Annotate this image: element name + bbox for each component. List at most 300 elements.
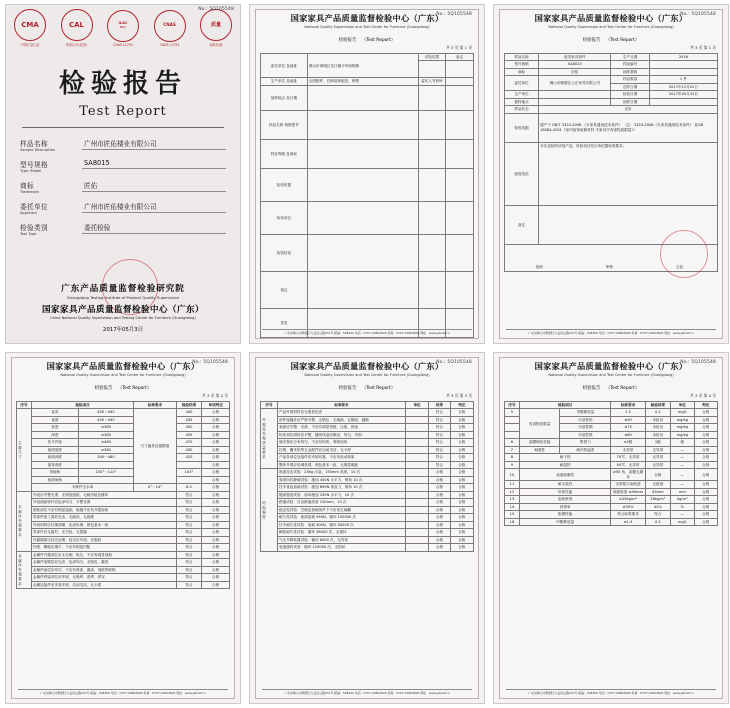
group-label: 木制件外观要求 bbox=[17, 491, 32, 551]
cell-verdict: 合格 bbox=[694, 461, 717, 468]
value-serial-no bbox=[649, 61, 717, 68]
cell-unit bbox=[405, 529, 428, 536]
table-row bbox=[17, 446, 230, 453]
report-title bbox=[260, 33, 474, 44]
cell-item: 宽度 bbox=[31, 424, 78, 431]
cell-remark bbox=[446, 201, 474, 234]
cell-requirement: ≥380 bbox=[78, 431, 133, 438]
label-serial-no: 样品编号 bbox=[611, 61, 649, 68]
table-row bbox=[505, 106, 718, 113]
col-result: 检验结果 bbox=[645, 402, 671, 409]
cell-requirement: 金属件外露部位应无毛刺、锐边，不应有明显划痕 bbox=[31, 551, 176, 558]
table-row bbox=[17, 461, 230, 468]
field-test-type bbox=[20, 222, 226, 236]
cell-item: 表面耐磨性 bbox=[519, 469, 611, 481]
cell-result: 符合 bbox=[176, 559, 202, 566]
field-value: 匠佑 bbox=[82, 180, 226, 192]
table-row bbox=[505, 461, 718, 468]
value-manufactured-date: 2016 bbox=[649, 54, 717, 61]
center-name-cn: 国家家具产品质量监督检验中心（广东） bbox=[41, 305, 204, 315]
cell-result: 合格 bbox=[429, 544, 450, 551]
cell-verdict: 合格 bbox=[694, 416, 717, 423]
col-unit: 单位 bbox=[671, 402, 694, 409]
row-label: 样品名称 规格型号 bbox=[261, 110, 308, 139]
cell-requirement: 1.5 bbox=[611, 409, 645, 416]
cell-result bbox=[418, 61, 446, 78]
cell-subitem: 附着力 bbox=[560, 439, 611, 446]
row-value bbox=[307, 139, 418, 168]
cell-result bbox=[418, 168, 446, 201]
label-remark: 备注 bbox=[505, 205, 539, 244]
row-value: 全国配件、任职装和配送、销售 bbox=[307, 78, 418, 85]
cell-unit: mm bbox=[671, 488, 694, 495]
cell-unit: 级 bbox=[671, 439, 694, 446]
cell-result bbox=[418, 234, 446, 271]
cell-requirement bbox=[78, 476, 133, 483]
table-row bbox=[261, 446, 474, 453]
cell-result: 450 bbox=[176, 424, 202, 431]
cell-index: 6 bbox=[505, 439, 520, 446]
cell-verdict: 合格 bbox=[450, 514, 473, 521]
cell-result: 470 bbox=[176, 439, 202, 446]
col-requirement: 标准要求 bbox=[611, 402, 645, 409]
cell-result: 合格 bbox=[429, 476, 450, 483]
field-label-cn: 委托单位 bbox=[20, 203, 48, 211]
cell-requirement: 产品外观材料应无明显色差 bbox=[278, 409, 406, 416]
cell-requirement: 外表用料应纹理清晰、色泽协调、颜色基本一致 bbox=[31, 521, 176, 528]
value-sample-quantity: 1 件 bbox=[649, 76, 717, 83]
table-row bbox=[261, 416, 474, 423]
cell-requirement: 气压升降装置试验：循环 6000 次，无异常 bbox=[278, 536, 406, 543]
field-value: 广州市匠佑楼业有限公司 bbox=[82, 138, 226, 150]
cell-requirement: 拉链、魔术贴等五金配件应启闭灵活、无卡滞 bbox=[278, 446, 406, 453]
cell-result: 420 bbox=[176, 454, 202, 461]
cell-requirement: 400～440 bbox=[78, 409, 133, 416]
cell-requirement: ≥35% bbox=[611, 503, 645, 510]
cell-verdict: 合格 bbox=[694, 503, 717, 510]
center-title-en: National Quality Supervision and Test Center for Furniture (Guangdong) bbox=[60, 373, 186, 377]
label-receiving-date: 送样日期 bbox=[611, 83, 649, 90]
quality-logo-mark: 质量 bbox=[200, 9, 232, 41]
cell-unit: mg/L bbox=[671, 518, 694, 525]
cell-verdict: 合格 bbox=[202, 431, 230, 438]
cell-requirement: 座面厚度 ≥40mm bbox=[612, 489, 644, 494]
value-sample-state: 完好 bbox=[539, 106, 718, 113]
cell-result bbox=[418, 110, 446, 139]
report-title bbox=[504, 33, 718, 44]
cell-requirement: ≥50 转，漆膜无磨穿 bbox=[612, 470, 644, 479]
table-row bbox=[261, 271, 474, 308]
cell-verdict: 合格 bbox=[202, 484, 230, 491]
report-title-en: （Test Report） bbox=[117, 386, 152, 391]
cell-result: 合格 bbox=[429, 536, 450, 543]
cell-unit bbox=[405, 416, 428, 423]
table-row bbox=[17, 521, 230, 528]
center-title-cn: 国家家具产品质量监督检验中心（广东） bbox=[46, 361, 200, 371]
cell-unit: mg/kg bbox=[671, 416, 694, 423]
cell-subitem: 可溶性镉 bbox=[560, 424, 611, 431]
cell-result: 符合 bbox=[176, 574, 202, 581]
table-row bbox=[261, 499, 474, 506]
cell-requirement: 外表应平整光滑，无明显刨痕、毛刺沟痕及锤印 bbox=[31, 491, 176, 498]
cell-remark bbox=[446, 110, 474, 139]
table-row bbox=[505, 68, 718, 75]
cell-index: 11 bbox=[505, 481, 520, 488]
table-row bbox=[505, 76, 718, 83]
table-row bbox=[17, 409, 230, 416]
page-footer bbox=[18, 689, 228, 695]
cell-requirement: 靠背向后静载试验：施加 450N 水平力，保持 10 次 bbox=[278, 476, 406, 483]
cell-verdict: 合格 bbox=[450, 446, 473, 453]
cell-verdict: 合格 bbox=[694, 481, 717, 488]
cell-item: 甲醛释放量 bbox=[519, 518, 611, 525]
cell-verdict: 合格 bbox=[202, 461, 230, 468]
tested-by-label: 主检： bbox=[675, 265, 687, 270]
report-title bbox=[260, 381, 474, 392]
cell-remark bbox=[446, 139, 474, 168]
table-row bbox=[505, 496, 718, 503]
ilac-mra-logo bbox=[107, 10, 139, 47]
cell-requirement: 稳定性试验：空载及加载条件下不应发生倾翻 bbox=[278, 506, 406, 513]
value-criteria: 德产于 GB/T 3324-2008 《木家具通用技术条件》 （注：3324-2008《木家具通用技术条件》 及GB 18584-2001《室内装饰装修材料 木家具中有害物质限量》） bbox=[539, 113, 718, 142]
cell-verdict: 合格 bbox=[202, 581, 230, 588]
cell-result: 符合 bbox=[429, 416, 450, 423]
cell-verdict: 合格 bbox=[450, 409, 473, 416]
cell-requirement: 无异常 bbox=[611, 446, 645, 453]
row-label: 检验依据 bbox=[261, 168, 308, 201]
cell-item: 扶手内宽 bbox=[31, 439, 78, 446]
cell-verdict: 合格 bbox=[202, 416, 230, 423]
table-row bbox=[261, 234, 474, 271]
table-row bbox=[17, 544, 230, 551]
quality-logo-caption: 检验检测 bbox=[209, 43, 223, 47]
cell-requirement: 零部件应无腐朽、无虫蛀、无裂缝 bbox=[31, 529, 176, 536]
cell-result: 符合 bbox=[645, 511, 671, 518]
table-row bbox=[17, 536, 230, 543]
cell-remark bbox=[446, 168, 474, 201]
cell-requirement: ≥380 bbox=[78, 446, 133, 453]
cell-verdict: 合格 bbox=[202, 424, 230, 431]
cell-verdict: 合格 bbox=[202, 566, 230, 573]
cell-result: 符合 bbox=[429, 439, 450, 446]
row-label: 样品等级 及商标 bbox=[261, 139, 308, 168]
field-label-cn: 检验类别 bbox=[20, 224, 48, 232]
table-row bbox=[261, 536, 474, 543]
center-title-en: National Quality Supervision and Test Center for Furniture (Guangdong) bbox=[548, 25, 674, 29]
footer-text: 广东省佛山市顺德区大良凤山路231号 邮编：528300 电话：0757-22802600 传真：0757-22803600 网址：www.gdnisf.cn bbox=[284, 691, 450, 695]
cell-verdict: 合格 bbox=[450, 416, 473, 423]
cell-requirement: 耐久性试验：座面加载 950N，循环 100000 次 bbox=[278, 514, 406, 521]
cell-requirement: 产品各部位连接件应牢固可靠，不应有松动现象 bbox=[278, 454, 406, 461]
page-indicator: 共 3 页 第 3 页 bbox=[445, 393, 472, 398]
cell-verdict: 合格 bbox=[202, 499, 230, 506]
cell-verdict: 合格 bbox=[694, 518, 717, 525]
col-header-result: 试验结果 bbox=[418, 54, 446, 61]
cell-verdict: 合格 bbox=[202, 469, 230, 476]
report-title bbox=[504, 381, 718, 392]
cell-requirement: 金属连接件应安装牢固，启闭灵活、无卡滞 bbox=[31, 581, 176, 588]
table-row bbox=[505, 439, 718, 446]
cell-result: 合格 bbox=[429, 484, 450, 491]
table-row bbox=[505, 91, 718, 98]
cell-item: 耐污染性 bbox=[519, 481, 611, 488]
report-page-3 bbox=[493, 4, 729, 344]
table-row bbox=[17, 506, 230, 513]
row-label: 检验结论 bbox=[261, 234, 308, 271]
field-label-cn: 型号规格 bbox=[20, 161, 48, 169]
cell-unit bbox=[405, 454, 428, 461]
row-label: 签发 bbox=[261, 308, 308, 337]
cell-item: 耐干热 bbox=[519, 454, 611, 461]
cell-verdict: 合格 bbox=[202, 559, 230, 566]
cell-remark bbox=[446, 61, 474, 78]
cell-subitem: 耐冷热温差 bbox=[560, 446, 611, 453]
row-value: 佛山市禅城区龙江镇丰华西街路 bbox=[307, 54, 418, 78]
group-label: 主要尺寸 bbox=[17, 409, 32, 491]
page-footer bbox=[262, 689, 472, 695]
cell-result: 合格 bbox=[429, 514, 450, 521]
field-label-en: Sample Description bbox=[20, 148, 56, 152]
cell-requirement: 金属件电镀层应光亮、色泽均匀，无脱皮、露底 bbox=[31, 559, 176, 566]
label-conclusion: 检验结论 bbox=[505, 142, 539, 205]
footer-text: 广东省佛山市顺德区大良凤山路231号 邮编：528300 电话：0757-22802600 传真：0757-22803600 网址：www.gdnisf.cn bbox=[528, 691, 694, 695]
cma-logo bbox=[14, 9, 46, 47]
col-index: 序号 bbox=[261, 402, 278, 409]
cell-requirement: 零部件加工面应光洁、无崩茬、无戗槎 bbox=[31, 514, 176, 521]
table-header-row bbox=[17, 402, 230, 409]
cell-result: 符合 bbox=[429, 409, 450, 416]
table-row bbox=[17, 416, 230, 423]
cell-item: 座面倾角 bbox=[31, 476, 78, 483]
table-row bbox=[17, 439, 230, 446]
cell-subitem: 可溶性铬 bbox=[560, 431, 611, 438]
cell-result: 合格 bbox=[429, 521, 450, 528]
report-number: No.: 5Q105548 bbox=[436, 12, 472, 17]
cell-verdict: 合格 bbox=[450, 544, 473, 551]
label-trademark: 商标 bbox=[505, 68, 539, 75]
cell-unit bbox=[405, 514, 428, 521]
cell-requirement: ≤1.5 bbox=[611, 518, 645, 525]
field-label-cn: 样品名称 bbox=[20, 140, 48, 148]
table-row bbox=[261, 521, 474, 528]
cell-subitem: 甲醛释放量 bbox=[560, 409, 611, 416]
cell-result: 435 bbox=[176, 416, 202, 423]
cell-result: 合格 bbox=[429, 499, 450, 506]
cell-verdict: 合格 bbox=[202, 574, 230, 581]
row-label: 备注 bbox=[261, 271, 308, 308]
cell-verdict: 合格 bbox=[694, 446, 717, 453]
cell-requirement: 填充物应分布均匀，不应有结块、堆积现象 bbox=[278, 439, 406, 446]
table-row bbox=[505, 454, 718, 461]
table-header-row bbox=[505, 402, 718, 409]
table-row bbox=[261, 439, 474, 446]
results-table bbox=[260, 401, 474, 552]
cell-unit: mg/kg bbox=[671, 431, 694, 438]
checked-by-label: 审核： bbox=[605, 265, 617, 270]
page-footer bbox=[506, 689, 716, 695]
center-title-cn: 国家家具产品质量监督检验中心（广东） bbox=[290, 13, 444, 23]
table-row bbox=[505, 488, 718, 495]
ilac-logo-caption: CNAS L1793 bbox=[113, 42, 133, 47]
cell-remark bbox=[446, 78, 474, 85]
cell-requirement: 扶手耐久性试验：加载 400N，循环 50000 次 bbox=[278, 521, 406, 528]
cell-subitem: 可溶性铅 bbox=[560, 416, 611, 423]
cell-requirement: 金属件焊接部位应牢固，无脱焊、虚焊、焊穿 bbox=[31, 574, 176, 581]
cell-verdict: 合格 bbox=[202, 491, 230, 498]
field-label-en: Type /Model bbox=[20, 169, 42, 173]
cell-result: 符合 bbox=[429, 446, 450, 453]
page-header bbox=[504, 361, 718, 392]
cell-verdict: 合格 bbox=[450, 431, 473, 438]
cell-verdict: 合格 bbox=[450, 424, 473, 431]
report-page-6 bbox=[493, 352, 729, 704]
cell-requirement: ≤2级 bbox=[611, 439, 645, 446]
cell-verdict: 合格 bbox=[450, 476, 473, 483]
cell-verdict: 合格 bbox=[202, 439, 230, 446]
table-row bbox=[505, 98, 718, 105]
cell-result: 0.2 bbox=[645, 409, 671, 416]
cal-logo-mark: CAL bbox=[61, 9, 93, 41]
table-row bbox=[261, 431, 474, 438]
value-sampling-date bbox=[649, 98, 717, 105]
field-label-cn: 商标 bbox=[20, 182, 34, 190]
table-row bbox=[261, 424, 474, 431]
cell-result: 合格 bbox=[429, 506, 450, 513]
report-title-en: （Test Report） bbox=[605, 386, 640, 391]
cell-result: 合格 bbox=[429, 491, 450, 498]
field-value: 委托检验 bbox=[82, 222, 226, 234]
col-unit: 单位 bbox=[405, 402, 428, 409]
table-row bbox=[261, 78, 474, 85]
cell-index: 13 bbox=[505, 496, 520, 503]
table-row bbox=[505, 481, 718, 488]
table-row bbox=[17, 559, 230, 566]
cell-verdict: 合格 bbox=[202, 544, 230, 551]
cell-verdict: 合格 bbox=[202, 514, 230, 521]
center-title-cn: 国家家具产品质量监督检验中心（广东） bbox=[290, 361, 444, 371]
cell-requirement: ≥380 bbox=[78, 424, 133, 431]
table-row bbox=[17, 566, 230, 573]
report-page-4 bbox=[5, 352, 241, 704]
field-value: SA8015 bbox=[82, 159, 226, 169]
value-receiving-date: 2017年12月01日 bbox=[649, 83, 717, 90]
field-sample-description bbox=[20, 138, 226, 152]
table-row bbox=[261, 409, 474, 416]
row-label: 抽样地点 及日期 bbox=[261, 85, 308, 110]
cnas-logo bbox=[154, 10, 186, 47]
cell-result: 符合 bbox=[176, 566, 202, 573]
table-row bbox=[505, 518, 718, 525]
cell-result: 符合 bbox=[429, 424, 450, 431]
cell-result: 455 bbox=[176, 431, 202, 438]
cell-verdict: 合格 bbox=[450, 529, 473, 536]
cell-unit: — bbox=[671, 446, 694, 453]
cell-requirement: 100°～110° bbox=[78, 469, 133, 476]
cell-item: 回弹率 bbox=[519, 503, 611, 510]
page-header bbox=[260, 361, 474, 392]
cell-verdict: 合格 bbox=[694, 511, 717, 518]
cell-unit bbox=[405, 544, 428, 551]
table-row bbox=[261, 484, 474, 491]
cover-title-cn: 检验报告 bbox=[58, 69, 187, 99]
title-divider bbox=[22, 127, 224, 128]
value-number bbox=[649, 68, 717, 75]
report-title-en: （Test Report） bbox=[361, 38, 396, 43]
row-value bbox=[307, 201, 418, 234]
cell-remark bbox=[446, 85, 474, 110]
table-row bbox=[261, 469, 474, 476]
cell-requirement: 符合标准要求 bbox=[611, 511, 645, 518]
cover-title bbox=[6, 63, 240, 119]
table-row bbox=[261, 461, 474, 468]
cell-requirement: 表面应平整、光滑，不应有明显划痕、压痕、鼓泡 bbox=[278, 424, 406, 431]
page-indicator: 共 3 页 第 4 页 bbox=[689, 393, 716, 398]
cell-verdict: 合格 bbox=[694, 454, 717, 461]
page-header bbox=[16, 361, 230, 392]
group-label: 外观及外观质量要求 bbox=[261, 409, 278, 469]
cell-unit: % bbox=[671, 503, 694, 510]
table-row bbox=[17, 581, 230, 588]
cell-result: 无痕迹 bbox=[645, 481, 671, 488]
report-title-cn: 检验报告 bbox=[338, 386, 357, 391]
cell-result: 符合 bbox=[176, 514, 202, 521]
cell-requirement: 胶粘部位不应有明显溢胶，胶缝不应有开裂现象 bbox=[31, 506, 176, 513]
cell-result bbox=[418, 271, 446, 308]
cell-verdict: 合格 bbox=[694, 469, 717, 481]
cell-index: 9 bbox=[505, 461, 520, 468]
cell-unit bbox=[405, 409, 428, 416]
label-sampling-site: 抽样地点 bbox=[505, 98, 539, 105]
cell-verdict: 合格 bbox=[694, 424, 717, 431]
col-verdict: 判定 bbox=[450, 402, 473, 409]
table-row bbox=[505, 503, 718, 510]
cell-remark bbox=[446, 234, 474, 271]
table-row bbox=[505, 409, 718, 416]
cell-requirement: 整体外观应协调美观，颜色基本一致、无明显瑕疵 bbox=[278, 461, 406, 468]
row-label: 检验项目 bbox=[261, 201, 308, 234]
institute-name-cn: 广东产品质量监督检验研究院 bbox=[61, 284, 185, 294]
cell-verdict: 合格 bbox=[202, 476, 230, 483]
cell-result: 符合 bbox=[176, 491, 202, 498]
cell-result: 符合 bbox=[176, 581, 202, 588]
cell-unit bbox=[405, 499, 428, 506]
cell-unit bbox=[405, 461, 428, 468]
cell-requirement: 4°～14° bbox=[134, 484, 177, 491]
cell-index bbox=[505, 424, 520, 431]
cell-unit: — bbox=[671, 481, 694, 488]
cell-requirement: 40℃，无异常 bbox=[611, 461, 645, 468]
cell-result: 无异常 bbox=[645, 461, 671, 468]
cell-requirement: 外露端面应封边处理，封边应牢固、无脱胶 bbox=[31, 536, 176, 543]
col-item: 检验项目 bbox=[519, 402, 611, 409]
value-sampling-site bbox=[539, 98, 611, 105]
cell-result: 符合 bbox=[176, 506, 202, 513]
footer-text: 广东省佛山市顺德区大良凤山路231号 邮编：528300 电话：0757-22802600 传真：0757-22803600 网址：www.gdnisf.cn bbox=[528, 331, 694, 335]
cell-requirement: 脚轮耐久性试验：循环 36000 次，无损坏 bbox=[278, 529, 406, 536]
cma-logo-mark: CMA bbox=[14, 9, 46, 41]
table-header-row bbox=[261, 402, 474, 409]
cell-requirement: 70℃，无异常 bbox=[611, 454, 645, 461]
cell-result: 1级 bbox=[645, 439, 671, 446]
row-value bbox=[307, 168, 418, 201]
cell-index: 15 bbox=[505, 511, 520, 518]
center-title-en: National Quality Supervision and Test Center for Furniture (Guangdong) bbox=[548, 373, 674, 377]
label-sample-description: 样品名称 bbox=[505, 54, 539, 61]
cell-index: 7 bbox=[505, 446, 520, 453]
cell-index: 16 bbox=[505, 518, 520, 525]
cell-result: 符合 bbox=[429, 431, 450, 438]
issue-date: 2017年05月3日 bbox=[102, 327, 144, 333]
